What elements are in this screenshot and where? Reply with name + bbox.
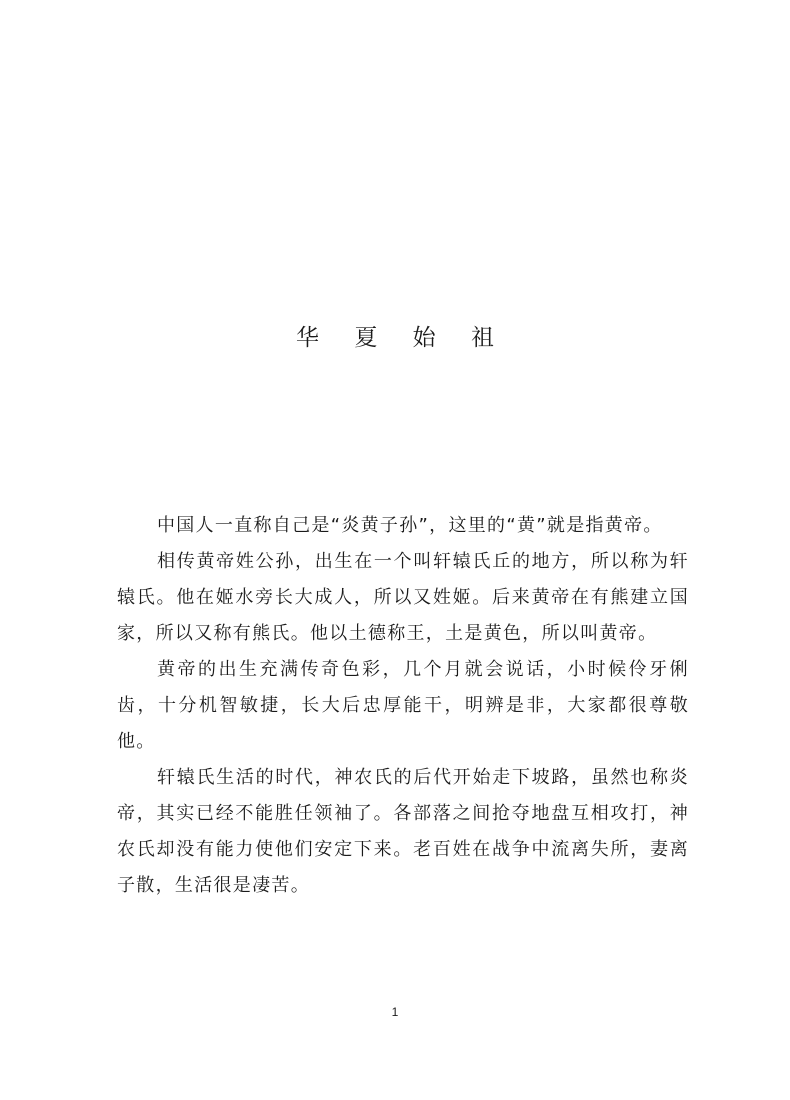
body-text: [117, 508, 689, 904]
paragraph: 中国人一直称自己是“炎黄子孙”，这里的“黄”就是指黄帝。: [157, 515, 663, 536]
page-number: 1: [391, 1005, 399, 1019]
page-title: 华 夏 始 祖: [296, 325, 508, 351]
paragraph: 轩辕氏生活的时代，神农氏的后代开始走下坡路，虽然也称炎帝，其实已经不能胜任领袖了。各部落之间抢夺地盘互相攻打，神农氏却没有能力使他们安定下来。老百姓在战争中流离失所，妻离子散，生活很是凄苦。: [117, 767, 689, 896]
paragraph: 黄帝的出生充满传奇色彩，几个月就会说话，小时候伶牙俐齿，十分机智敏捷，长大后忠厚能干，明辨是非，大家都很尊敬他。: [117, 659, 689, 752]
paragraph: 相传黄帝姓公孙，出生在一个叫轩辕氏丘的地方，所以称为轩辕氏。他在姬水旁长大成人，所以又姓姬。后来黄帝在有熊建立国家，所以又称有熊氏。他以土德称王，土是黄色，所以叫黄帝。: [117, 551, 689, 644]
